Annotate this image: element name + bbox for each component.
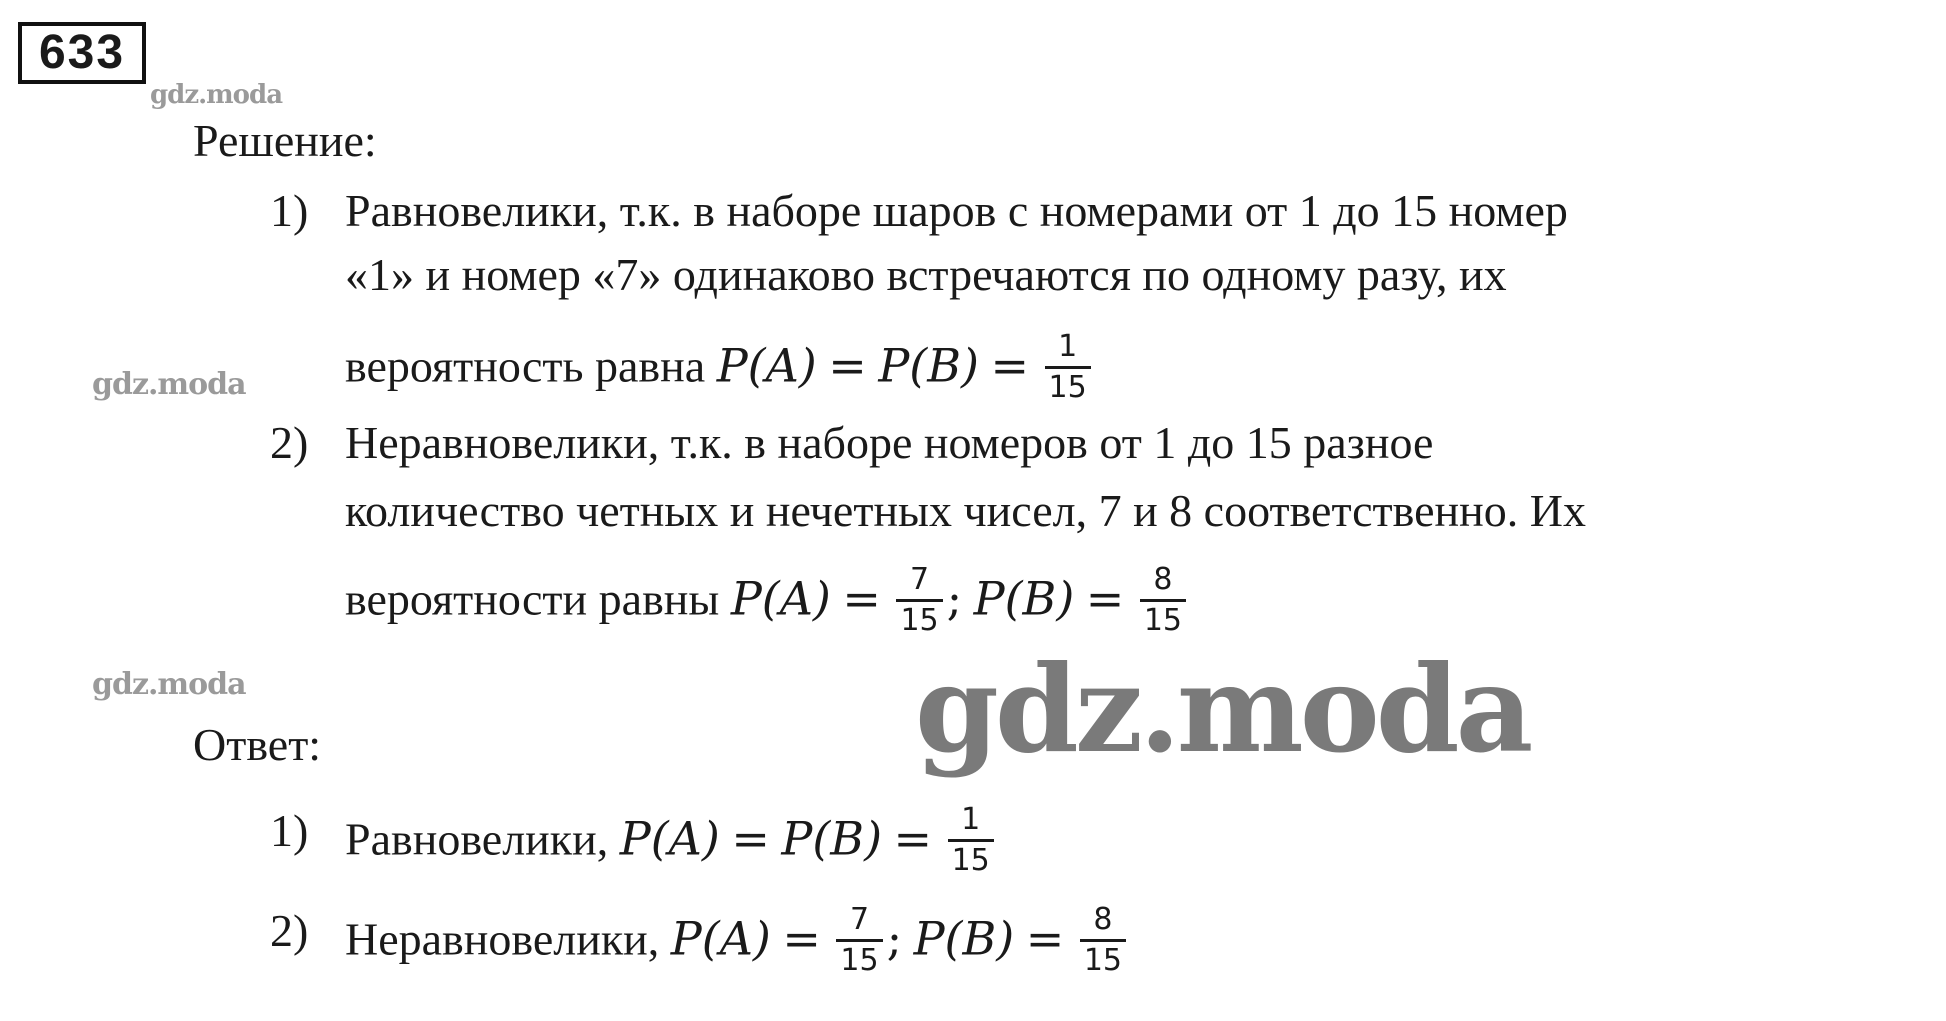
answer-item-2-line (345, 902, 1130, 980)
solution-item-2-line-3-text: вероятности равны (345, 573, 720, 625)
solution-item-1-line-3 (345, 329, 1095, 407)
solution-item-2-eq-2: = (1085, 571, 1125, 626)
solution-item-2-line-2: количество четных и нечетных чисел, 7 и 8 соответственно. Их (345, 485, 1586, 536)
fraction-denominator: 15 (840, 942, 879, 978)
watermark-left-lower: gdz.moda (92, 667, 246, 702)
solution-item-2-line-1: Неравновелики, т.к. в наборе номеров от 1 до 15 разное (345, 417, 1434, 468)
answer-item-2-fraction-b (1080, 904, 1126, 976)
solution-item-1-eq-1: = (828, 338, 867, 393)
solution-item-1-number: 1) (270, 185, 309, 236)
solution-item-1-line-1: Равновелики, т.к. в наборе шаров с номерами от 1 до 15 номер (345, 185, 1568, 236)
problem-number: 633 (38, 26, 126, 79)
fraction-numerator: 1 (1045, 331, 1091, 369)
solution-item-2-number: 2) (270, 417, 309, 468)
problem-number-box (18, 22, 146, 84)
answer-item-2-eq-1: = (782, 911, 821, 966)
fraction-numerator: 8 (1140, 564, 1186, 602)
solution-item-1-line-2: «1» и номер «7» одинаково встречаются по одному разу, их (345, 249, 1507, 300)
solution-item-1-fraction (1045, 331, 1091, 403)
solution-heading: Решение: (193, 115, 377, 166)
answer-item-1-eq-2: = (893, 811, 933, 866)
answer-item-1-fraction (948, 804, 994, 876)
fraction-numerator: 1 (948, 804, 994, 842)
solution-item-1-line-3-text: вероятность равна (345, 340, 706, 392)
fraction-denominator: 15 (900, 602, 939, 638)
answer-item-2-number: 2) (270, 905, 309, 956)
answer-item-2-eq-2: = (1025, 911, 1065, 966)
solution-item-2-line-3 (345, 562, 1190, 640)
solution-item-2-pa: P(A) (730, 571, 831, 626)
answer-item-2-text: Неравновелики, (345, 913, 660, 965)
fraction-denominator: 15 (951, 842, 990, 878)
fraction-numerator: 8 (1080, 904, 1126, 942)
watermark-left-mid: gdz.moda (92, 367, 246, 402)
solution-item-2-fraction-a (896, 564, 942, 636)
solution-item-2-pb: P(B) (973, 571, 1075, 626)
answer-item-2-pb: P(B) (913, 911, 1015, 966)
fraction-denominator: 15 (1143, 602, 1183, 638)
solution-item-1-pa: P(A) (716, 338, 817, 393)
fraction-numerator: 7 (896, 564, 942, 602)
solution-item-2-separator: ; (946, 571, 963, 626)
solution-item-2-eq-1: = (842, 571, 881, 626)
answer-item-1-pa: P(A) (619, 811, 720, 866)
answer-item-1-number: 1) (270, 805, 309, 856)
answer-heading: Ответ: (193, 719, 322, 770)
answer-item-2-separator: ; (886, 911, 903, 966)
answer-item-1-text: Равновелики, (345, 813, 609, 865)
answer-item-2-pa: P(A) (670, 911, 771, 966)
solution-item-2-fraction-b (1140, 564, 1186, 636)
solution-item-1-eq-2: = (990, 338, 1030, 393)
answer-item-1-eq-1: = (731, 811, 770, 866)
watermark-top: gdz.moda (150, 80, 283, 110)
answer-item-1-line (345, 802, 998, 880)
fraction-numerator: 7 (836, 904, 882, 942)
answer-item-1-pb: P(B) (781, 811, 883, 866)
fraction-denominator: 15 (1083, 942, 1122, 978)
fraction-denominator: 15 (1048, 369, 1087, 405)
solution-item-1-pb: P(B) (878, 338, 979, 393)
watermark-big: gdz.moda (915, 639, 1530, 780)
answer-item-2-fraction-a (836, 904, 882, 976)
